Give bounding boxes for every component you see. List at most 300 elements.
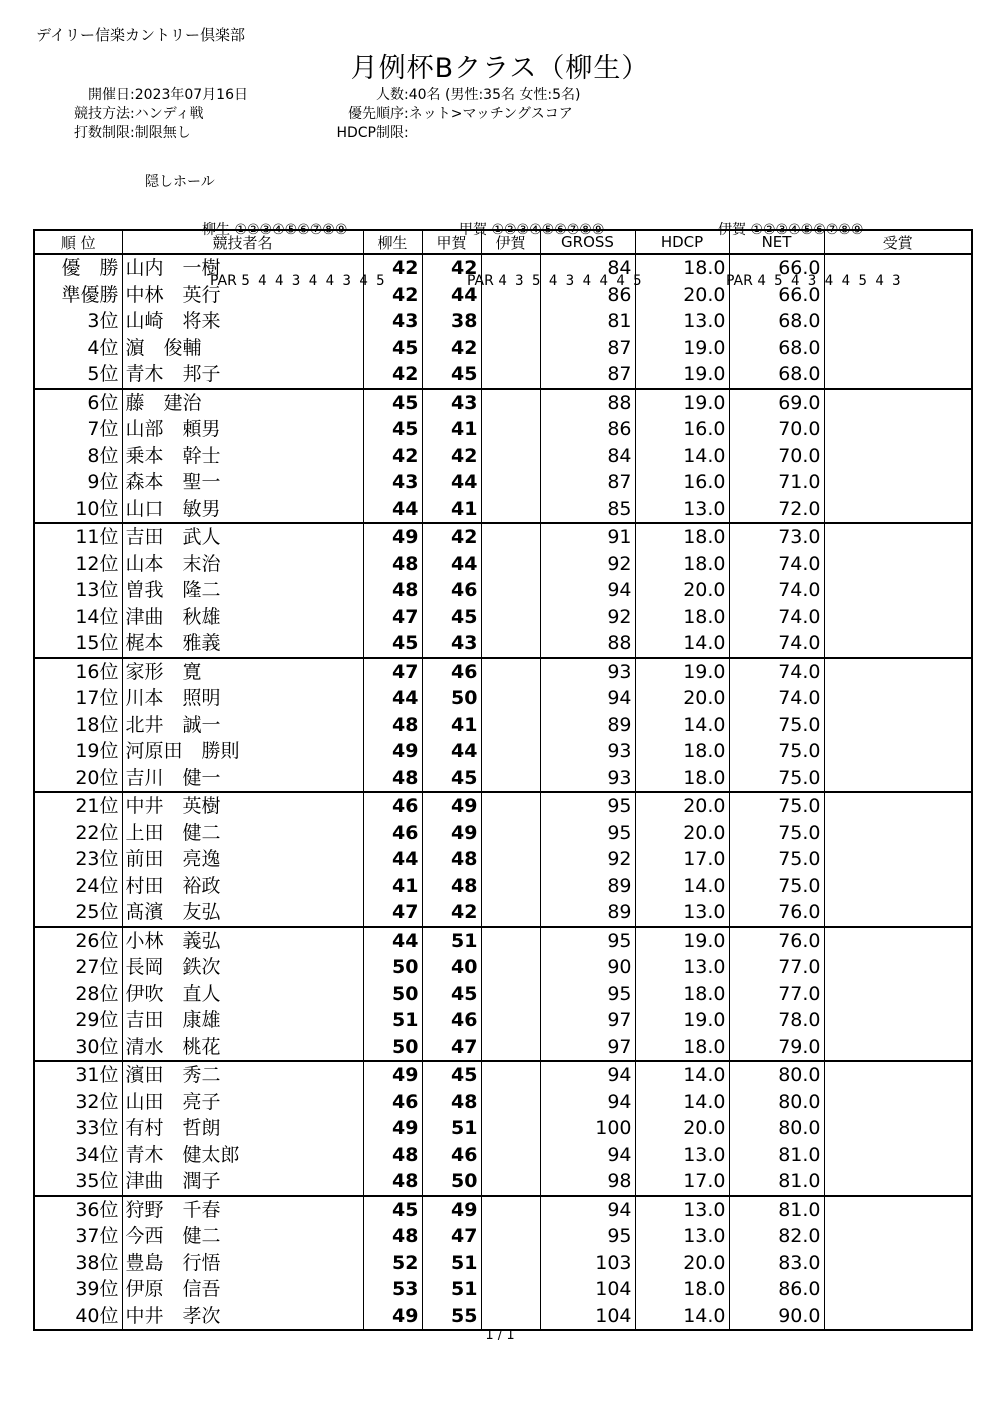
award-cell (824, 927, 972, 955)
rank-cell: 22位 (75, 821, 119, 844)
net-cell: 75.0 (729, 846, 824, 873)
hdcp-cell: 18.0 (635, 981, 729, 1008)
rank-cell: 40位 (34, 1303, 122, 1331)
table-row (34, 1303, 972, 1331)
net-cell: 82.0 (729, 1223, 824, 1250)
hdcp-cell: 14.0 (635, 712, 729, 739)
table-row (34, 469, 972, 496)
meta-priority (290, 105, 581, 124)
table-row (34, 712, 972, 739)
gross-cell: 84 (540, 443, 635, 470)
yagyu-score-cell: 42 (363, 361, 422, 389)
net-cell: 73.0 (729, 523, 824, 551)
koka-score-cell: 46 (422, 577, 481, 604)
award-cell (824, 1089, 972, 1116)
iga-score-cell (481, 846, 540, 873)
yagyu-score-cell: 47 (363, 604, 422, 631)
koka-score-cell: 42 (422, 443, 481, 470)
iga-score-cell (481, 1061, 540, 1089)
koka-score-cell: 44 (422, 738, 481, 765)
par-values: 5 4 4 3 4 4 3 4 5 (241, 273, 385, 289)
yagyu-score-cell: 51 (363, 1007, 422, 1034)
table-row (34, 1250, 972, 1277)
hdcp-cell: 18.0 (635, 1034, 729, 1062)
player-name-cell: 青木 邦子 (122, 361, 363, 389)
rank-cell: 29位 (75, 1009, 119, 1032)
yagyu-score-cell: 48 (363, 1223, 422, 1250)
player-name-cell: 山田 亮子 (122, 1089, 363, 1116)
gross-cell: 97 (540, 1007, 635, 1034)
yagyu-score-cell: 49 (363, 738, 422, 765)
gross-cell: 91 (540, 523, 635, 551)
net-cell: 80.0 (729, 1115, 824, 1142)
yagyu-score-cell: 42 (363, 254, 422, 282)
table-row (34, 416, 972, 443)
hdcp-cell: 18.0 (635, 765, 729, 793)
net-cell: 75.0 (729, 765, 824, 793)
gross-cell: 86 (540, 282, 635, 309)
yagyu-score-cell: 47 (363, 658, 422, 686)
rank-cell: 4位 (87, 336, 119, 359)
koka-score-cell: 44 (422, 282, 481, 309)
hdcp-cell: 18.0 (635, 604, 729, 631)
table-row (34, 1276, 972, 1303)
rank-cell: 30位 (34, 1034, 122, 1062)
award-cell (824, 820, 972, 847)
hdcp-cell: 19.0 (635, 389, 729, 417)
hdcp-cell: 19.0 (635, 927, 729, 955)
koka-score-cell: 42 (422, 335, 481, 362)
hdcp-cell: 18.0 (635, 1276, 729, 1303)
yagyu-score-cell: 49 (363, 1061, 422, 1089)
award-cell (824, 254, 972, 282)
koka-score-cell: 41 (422, 712, 481, 739)
award-cell (824, 1061, 972, 1089)
table-row (34, 389, 972, 417)
player-name-cell: 小林 義弘 (122, 927, 363, 955)
hdcp-cell: 13.0 (635, 308, 729, 335)
net-cell: 74.0 (729, 685, 824, 712)
net-cell: 74.0 (729, 604, 824, 631)
yagyu-score-cell: 50 (363, 954, 422, 981)
table-row (34, 496, 972, 524)
koka-score-cell: 47 (422, 1034, 481, 1062)
course-name: 甲賀 (459, 222, 487, 238)
gross-cell: 85 (540, 496, 635, 524)
net-cell: 83.0 (729, 1250, 824, 1277)
hdcp-cell: 18.0 (635, 551, 729, 578)
hdcp-cell: 20.0 (635, 1250, 729, 1277)
table-row (34, 765, 972, 793)
koka-score-cell: 51 (422, 1250, 481, 1277)
koka-score-cell: 51 (422, 1115, 481, 1142)
koka-score-cell: 48 (422, 846, 481, 873)
yagyu-score-cell: 46 (363, 1089, 422, 1116)
iga-score-cell (481, 1250, 540, 1277)
yagyu-score-cell: 45 (363, 630, 422, 658)
table-row (34, 820, 972, 847)
iga-score-cell (481, 685, 540, 712)
player-name-cell: 山部 頼男 (122, 416, 363, 443)
award-cell (824, 1250, 972, 1277)
iga-score-cell (481, 873, 540, 900)
net-cell: 75.0 (729, 792, 824, 820)
rank-cell: 16位 (75, 660, 119, 683)
hdcp-cell: 19.0 (635, 361, 729, 389)
iga-score-cell (481, 308, 540, 335)
rank-cell: 37位 (75, 1225, 119, 1248)
koka-score-cell: 45 (422, 981, 481, 1008)
koka-score-cell: 55 (422, 1303, 481, 1331)
player-name-cell: 中林 英行 (122, 282, 363, 309)
meta-value: ハンディ戦 (134, 106, 204, 122)
hdcp-cell: 19.0 (635, 335, 729, 362)
player-name-cell: 梶本 雅義 (122, 630, 363, 658)
net-cell: 76.0 (729, 899, 824, 927)
table-row (34, 630, 972, 658)
gross-cell: 95 (540, 1223, 635, 1250)
iga-score-cell (481, 469, 540, 496)
meta-left (48, 86, 248, 143)
hdcp-cell: 14.0 (635, 1303, 729, 1331)
koka-score-cell: 42 (422, 899, 481, 927)
yagyu-score-cell: 46 (363, 792, 422, 820)
koka-score-cell: 44 (422, 551, 481, 578)
iga-score-cell (481, 254, 540, 282)
iga-score-cell (481, 443, 540, 470)
rank-cell: 20位 (34, 765, 122, 793)
meta-stroke-limit (48, 124, 248, 143)
iga-score-cell (481, 899, 540, 927)
yagyu-score-cell: 44 (363, 685, 422, 712)
net-cell: 86.0 (729, 1276, 824, 1303)
table-row (34, 1196, 972, 1224)
award-cell (824, 523, 972, 551)
gross-cell: 86 (540, 416, 635, 443)
award-cell (824, 469, 972, 496)
award-cell (824, 282, 972, 309)
award-cell (824, 577, 972, 604)
yagyu-score-cell: 49 (363, 1115, 422, 1142)
iga-score-cell (481, 1196, 540, 1224)
header-net: NET (729, 230, 824, 254)
yagyu-score-cell: 45 (363, 1196, 422, 1224)
iga-score-cell (481, 1089, 540, 1116)
rank-cell: 35位 (34, 1168, 122, 1196)
rank-cell: 23位 (75, 848, 119, 871)
gross-cell: 92 (540, 604, 635, 631)
par-label: PAR (210, 273, 237, 289)
koka-score-cell: 47 (422, 1223, 481, 1250)
hdcp-cell: 18.0 (635, 738, 729, 765)
koka-score-cell: 45 (422, 765, 481, 793)
net-cell: 75.0 (729, 712, 824, 739)
player-name-cell: 家形 寛 (122, 658, 363, 686)
player-name-cell: 川本 照明 (122, 685, 363, 712)
meta-date (48, 86, 248, 105)
award-cell (824, 981, 972, 1008)
net-cell: 74.0 (729, 658, 824, 686)
gross-cell: 89 (540, 873, 635, 900)
koka-score-cell: 38 (422, 308, 481, 335)
gross-cell: 93 (540, 765, 635, 793)
table-row (34, 954, 972, 981)
header-koka: 甲賀 (422, 230, 481, 254)
award-cell (824, 1196, 972, 1224)
iga-score-cell (481, 1115, 540, 1142)
table-row (34, 846, 972, 873)
player-name-cell: 豊島 行悟 (122, 1250, 363, 1277)
award-cell (824, 389, 972, 417)
iga-score-cell (481, 658, 540, 686)
gross-cell: 94 (540, 1142, 635, 1169)
rank-cell: 18位 (75, 713, 119, 736)
iga-score-cell (481, 1007, 540, 1034)
yagyu-score-cell: 48 (363, 765, 422, 793)
table-row (34, 1168, 972, 1196)
hdcp-cell: 20.0 (635, 820, 729, 847)
koka-score-cell: 46 (422, 1007, 481, 1034)
rank-cell: 14位 (75, 605, 119, 628)
koka-score-cell: 42 (422, 523, 481, 551)
rank-cell: 12位 (75, 552, 119, 575)
header-award: 受賞 (824, 230, 972, 254)
player-name-cell: 北井 誠一 (122, 712, 363, 739)
meta-label: 人数 (376, 87, 404, 103)
player-name-cell: 山崎 将来 (122, 308, 363, 335)
koka-score-cell: 45 (422, 361, 481, 389)
award-cell (824, 308, 972, 335)
award-cell (824, 873, 972, 900)
yagyu-score-cell: 48 (363, 712, 422, 739)
net-cell: 72.0 (729, 496, 824, 524)
par-label: PAR (467, 273, 494, 289)
gross-cell: 103 (540, 1250, 635, 1277)
iga-score-cell (481, 712, 540, 739)
meta-sep: : (404, 87, 409, 103)
award-cell (824, 792, 972, 820)
iga-score-cell (481, 927, 540, 955)
hdcp-cell: 13.0 (635, 1223, 729, 1250)
table-row (34, 523, 972, 551)
player-name-cell: 髙濱 友弘 (122, 899, 363, 927)
header-iga: 伊賀 (481, 230, 540, 254)
iga-score-cell (481, 630, 540, 658)
award-cell (824, 551, 972, 578)
gross-cell: 104 (540, 1276, 635, 1303)
player-name-cell: 吉田 武人 (122, 523, 363, 551)
award-cell (824, 738, 972, 765)
koka-score-cell: 49 (422, 820, 481, 847)
yagyu-score-cell: 45 (363, 389, 422, 417)
table-row (34, 899, 972, 927)
award-cell (824, 443, 972, 470)
player-name-cell: 津曲 秋雄 (122, 604, 363, 631)
gross-cell: 88 (540, 389, 635, 417)
player-name-cell: 河原田 勝則 (122, 738, 363, 765)
award-cell (824, 604, 972, 631)
iga-score-cell (481, 523, 540, 551)
net-cell: 80.0 (729, 1089, 824, 1116)
table-row (34, 927, 972, 955)
hdcp-cell: 20.0 (635, 685, 729, 712)
iga-score-cell (481, 820, 540, 847)
hole-marks: ①②③④⑤⑥⑦⑧⑨ (234, 222, 348, 238)
rank-cell: 3位 (87, 310, 119, 333)
meta-label: HDCP制限 (336, 125, 404, 141)
meta-label: 優先順序 (348, 106, 404, 122)
koka-score-cell: 42 (422, 254, 481, 282)
meta-method (48, 105, 248, 124)
meta-hdcp-limit (290, 124, 581, 143)
koka-score-cell: 44 (422, 469, 481, 496)
yagyu-score-cell: 45 (363, 416, 422, 443)
gross-cell: 95 (540, 820, 635, 847)
net-cell: 80.0 (729, 1061, 824, 1089)
award-cell (824, 685, 972, 712)
table-row (34, 1089, 972, 1116)
net-cell: 70.0 (729, 416, 824, 443)
gross-cell: 94 (540, 577, 635, 604)
award-cell (824, 630, 972, 658)
meta-sep: : (130, 87, 135, 103)
iga-score-cell (481, 1276, 540, 1303)
hdcp-cell: 17.0 (635, 1168, 729, 1196)
rank-cell: 26位 (75, 929, 119, 952)
net-cell: 68.0 (729, 335, 824, 362)
table-row (34, 443, 972, 470)
koka-score-cell: 48 (422, 1089, 481, 1116)
rank-cell: 10位 (34, 496, 122, 524)
header-gross: GROSS (540, 230, 635, 254)
meta-label: 打数制限 (74, 125, 130, 141)
player-name-cell: 森本 聖一 (122, 469, 363, 496)
award-cell (824, 496, 972, 524)
yagyu-score-cell: 50 (363, 981, 422, 1008)
koka-score-cell: 50 (422, 685, 481, 712)
iga-score-cell (481, 1142, 540, 1169)
net-cell: 75.0 (729, 873, 824, 900)
table-row (34, 577, 972, 604)
meta-value: 40名 (男性:35名 女性:5名) (408, 87, 581, 103)
player-name-cell: 青木 健太郎 (122, 1142, 363, 1169)
yagyu-score-cell: 52 (363, 1250, 422, 1277)
rank-cell: 36位 (75, 1198, 119, 1221)
net-cell: 66.0 (729, 254, 824, 282)
net-cell: 74.0 (729, 577, 824, 604)
net-cell: 68.0 (729, 361, 824, 389)
koka-score-cell: 45 (422, 604, 481, 631)
net-cell: 81.0 (729, 1142, 824, 1169)
award-cell (824, 361, 972, 389)
meta-label: 開催日 (88, 87, 130, 103)
iga-score-cell (481, 1034, 540, 1062)
hdcp-cell: 14.0 (635, 1061, 729, 1089)
hdcp-cell: 20.0 (635, 1115, 729, 1142)
rank-cell: 15位 (34, 630, 122, 658)
net-cell: 70.0 (729, 443, 824, 470)
page-number: 1 / 1 (485, 1328, 515, 1343)
net-cell: 74.0 (729, 630, 824, 658)
rank-cell: 5位 (34, 361, 122, 389)
table-row (34, 282, 972, 309)
award-cell (824, 846, 972, 873)
iga-score-cell (481, 335, 540, 362)
meta-right (290, 86, 581, 143)
player-name-cell: 伊吹 直人 (122, 981, 363, 1008)
meta-participants (290, 86, 581, 105)
rank-cell: 25位 (34, 899, 122, 927)
rank-cell: 24位 (75, 874, 119, 897)
table-row (34, 1007, 972, 1034)
koka-score-cell: 51 (422, 927, 481, 955)
net-cell: 71.0 (729, 469, 824, 496)
net-cell: 90.0 (729, 1303, 824, 1331)
yagyu-score-cell: 48 (363, 577, 422, 604)
course-name: 柳生 (202, 222, 230, 238)
koka-score-cell: 49 (422, 792, 481, 820)
rank-cell: 9位 (87, 471, 119, 494)
yagyu-score-cell: 44 (363, 496, 422, 524)
results-body (34, 254, 972, 1330)
gross-cell: 94 (540, 1061, 635, 1089)
gross-cell: 81 (540, 308, 635, 335)
gross-cell: 93 (540, 658, 635, 686)
player-name-cell: 乗本 幹士 (122, 443, 363, 470)
player-name-cell: 伊原 信吾 (122, 1276, 363, 1303)
gross-cell: 104 (540, 1303, 635, 1331)
gross-cell: 88 (540, 630, 635, 658)
hdcp-cell: 17.0 (635, 846, 729, 873)
hdcp-cell: 14.0 (635, 1089, 729, 1116)
rank-cell: 優 勝 (61, 257, 119, 280)
net-cell: 75.0 (729, 738, 824, 765)
koka-score-cell: 49 (422, 1196, 481, 1224)
iga-score-cell (481, 738, 540, 765)
yagyu-score-cell: 43 (363, 469, 422, 496)
koka-score-cell: 43 (422, 389, 481, 417)
gross-cell: 97 (540, 1034, 635, 1062)
award-cell (824, 1303, 972, 1331)
player-name-cell: 中井 孝次 (122, 1303, 363, 1331)
rank-cell: 6位 (87, 391, 119, 414)
player-name-cell: 清水 桃花 (122, 1034, 363, 1062)
hdcp-cell: 18.0 (635, 254, 729, 282)
hdcp-cell: 13.0 (635, 1142, 729, 1169)
hdcp-cell: 13.0 (635, 899, 729, 927)
gross-cell: 94 (540, 685, 635, 712)
koka-score-cell: 41 (422, 416, 481, 443)
net-cell: 75.0 (729, 820, 824, 847)
player-name-cell: 津曲 潤子 (122, 1168, 363, 1196)
table-row (34, 685, 972, 712)
gross-cell: 89 (540, 899, 635, 927)
player-name-cell: 有村 哲朗 (122, 1115, 363, 1142)
yagyu-score-cell: 48 (363, 551, 422, 578)
iga-score-cell (481, 551, 540, 578)
player-name-cell: 村田 裕政 (122, 873, 363, 900)
yagyu-score-cell: 53 (363, 1276, 422, 1303)
iga-score-cell (481, 1303, 540, 1331)
koka-score-cell: 51 (422, 1276, 481, 1303)
player-name-cell: 吉田 康雄 (122, 1007, 363, 1034)
meta-sep: : (130, 106, 135, 122)
koka-score-cell: 50 (422, 1168, 481, 1196)
par-values: 4 5 4 3 4 4 5 4 3 (757, 273, 901, 289)
results-table (33, 229, 973, 1331)
iga-score-cell (481, 1223, 540, 1250)
net-cell: 77.0 (729, 981, 824, 1008)
